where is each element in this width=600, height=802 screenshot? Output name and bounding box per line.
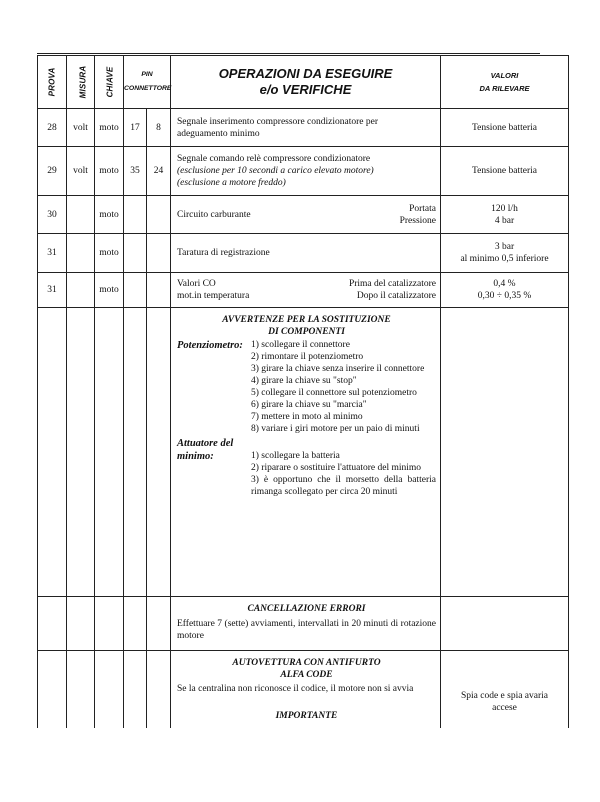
- table-row: [38, 273, 569, 308]
- antifurto-title: AUTOVETTURA CON ANTIFURTO ALFA CODE: [232, 658, 381, 680]
- list-item: 3) girare la chiave senza inserire il connettore: [251, 364, 425, 374]
- list-item: 5) collegare il connettore sul potenziometro: [251, 388, 417, 398]
- header-prova: PROVA: [38, 56, 67, 109]
- header-valori: VALORI DA RILEVARE: [441, 56, 569, 109]
- avvertenze-section: [171, 308, 441, 597]
- cancellazione-text: Effettuare 7 (sette) avviamenti, intervallati in 20 minuti di rotazione motore: [177, 619, 436, 641]
- diagnostic-table-sheet: [37, 55, 569, 771]
- cell-chiave: moto: [95, 147, 124, 196]
- cell-chiave: moto: [95, 196, 124, 234]
- cell-pin-1: 35: [124, 147, 147, 196]
- cell-operazione: Circuito carburante Portata Pressione: [171, 196, 441, 234]
- antifurto-text: Se la centralina non riconosce il codice, il motore non si avvia: [177, 684, 414, 694]
- cell-operazione: Valori CO Prima del catalizzatore mot.in temperatura Dopo il catalizzatore: [171, 273, 441, 308]
- header-misura: MISURA: [67, 56, 95, 109]
- table-row: [38, 147, 569, 196]
- cancellazione-section: [171, 597, 441, 651]
- cell-operazione: Segnale comando relè compressore condizionatore (esclusione per 10 secondi a carico elevato motore) (esclusione a motore freddo): [171, 147, 441, 196]
- cell-pin-2: [147, 234, 171, 273]
- top-rule: [37, 53, 540, 54]
- avvertenze-title: AVVERTENZE PER LA SOSTITUZIONE DI COMPONENTI: [222, 315, 391, 337]
- table-row: [38, 234, 569, 273]
- list-item: 7) mettere in moto al minimo: [251, 412, 363, 422]
- potenziometro-label: Potenziometro:: [177, 340, 243, 351]
- cell-misura: [67, 196, 95, 234]
- cell-valore: 0,4 % 0,30 ÷ 0,35 %: [441, 273, 569, 308]
- list-item: 6) girare la chiave su "marcia": [251, 400, 367, 410]
- cancellazione-title: CANCELLAZIONE ERRORI: [247, 604, 366, 614]
- list-item: 1) scollegare la batteria: [251, 451, 340, 461]
- potenziometro-block: [177, 339, 436, 435]
- cell-prova: 31: [38, 273, 67, 308]
- cell-valore: Tensione batteria: [441, 109, 569, 147]
- list-item: 3) è opportuno che il morsetto della batteria rimanga scollegato per circa 20 minuti: [251, 475, 436, 497]
- cell-prova: 30: [38, 196, 67, 234]
- potenziometro-steps: [251, 339, 436, 435]
- attuatore-block: [177, 437, 436, 498]
- cell-pin-1: [124, 234, 147, 273]
- header-chiave: CHIAVE: [95, 56, 124, 109]
- cell-pin-1: 17: [124, 109, 147, 147]
- antifurto-valore: Spia code e spia avaria accese: [441, 651, 569, 771]
- antifurto-important: IMPORTANTE: [275, 711, 338, 721]
- cell-prova: 28: [38, 109, 67, 147]
- table-row: [38, 109, 569, 147]
- list-item: 1) scollegare il connettore: [251, 340, 350, 350]
- section-row-avvertenze: [38, 308, 569, 597]
- page-bottom-cut: [37, 728, 569, 802]
- cell-operazione: Segnale inserimento compressore condizionatore per adeguamento minimo: [171, 109, 441, 147]
- cell-valore: Tensione batteria: [441, 147, 569, 196]
- header-operazioni: OPERAZIONI DA ESEGUIRE e/o VERIFICHE: [171, 56, 441, 109]
- cell-pin-2: 24: [147, 147, 171, 196]
- diagnostic-table: [37, 55, 569, 771]
- cell-pin-2: [147, 196, 171, 234]
- attuatore-label: Attuatore del minimo:: [177, 438, 234, 462]
- header-row: [38, 56, 569, 109]
- cell-misura: volt: [67, 147, 95, 196]
- list-item: 8) variare i giri motore per un paio di minuti: [251, 424, 420, 434]
- section-row-cancellazione: [38, 597, 569, 651]
- table-row: [38, 196, 569, 234]
- cell-pin-1: [124, 273, 147, 308]
- cell-chiave: moto: [95, 234, 124, 273]
- cell-misura: [67, 273, 95, 308]
- cell-operazione: Taratura di registrazione: [171, 234, 441, 273]
- cell-prova: 29: [38, 147, 67, 196]
- cell-chiave: moto: [95, 273, 124, 308]
- cell-pin-2: 8: [147, 109, 171, 147]
- attuatore-steps: [251, 437, 436, 498]
- header-pin-connettore: PIN CONNETTORE: [124, 56, 171, 109]
- cell-pin-1: [124, 196, 147, 234]
- list-item: 4) girare la chiave su "stop": [251, 376, 357, 386]
- cell-pin-2: [147, 273, 171, 308]
- list-item: 2) rimontare il potenziometro: [251, 352, 364, 362]
- cell-misura: volt: [67, 109, 95, 147]
- cell-misura: [67, 234, 95, 273]
- cell-prova: 31: [38, 234, 67, 273]
- cell-valore: 3 bar al minimo 0,5 inferiore: [441, 234, 569, 273]
- list-item: 2) riparare o sostituire l'attuatore del minimo: [251, 463, 422, 473]
- cell-chiave: moto: [95, 109, 124, 147]
- cell-valore: 120 l/h 4 bar: [441, 196, 569, 234]
